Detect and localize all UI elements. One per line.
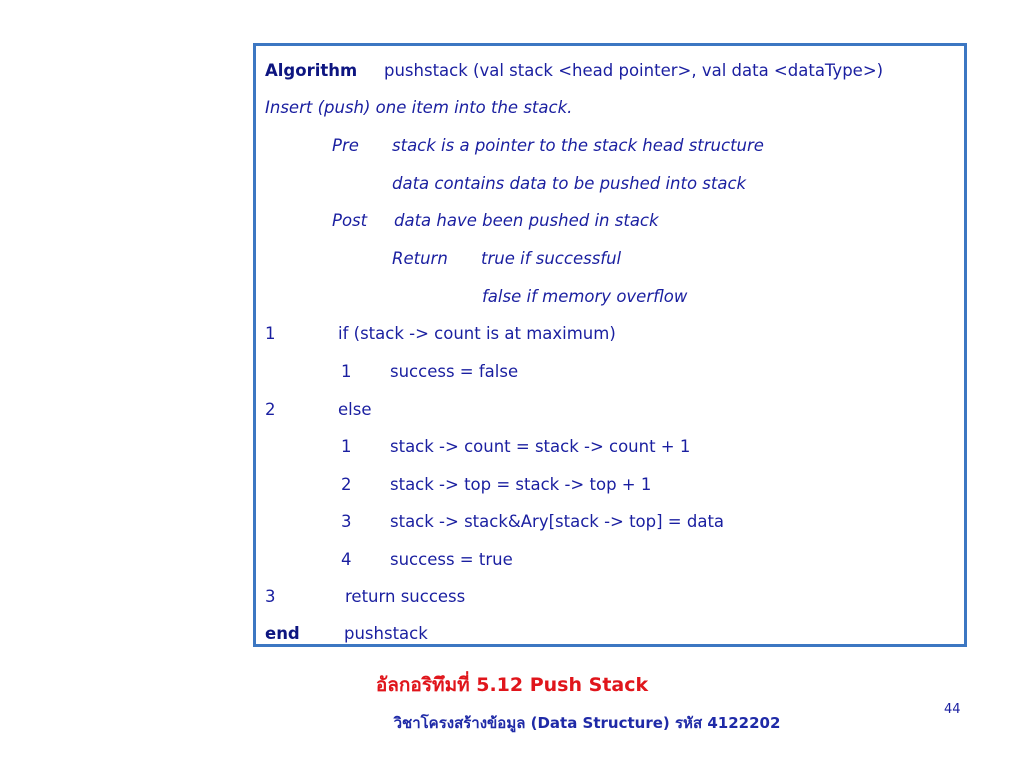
post-label: Post	[332, 211, 368, 230]
figure-caption: อัลกอริทึมที่ 5.12 Push Stack	[375, 674, 649, 696]
step-text: success = true	[390, 550, 513, 569]
algorithm-signature: pushstack (val stack <head pointer>, val data <dataType>)	[384, 61, 884, 80]
step-text: if (stack -> count is at maximum)	[338, 324, 616, 343]
step-number: 2	[265, 400, 276, 419]
step-number: 2	[341, 475, 352, 494]
step-number: 1	[341, 362, 352, 381]
step-number: 1	[265, 324, 276, 343]
pre-text-1: stack is a pointer to the stack head structure	[392, 136, 764, 155]
return-label: Return	[392, 249, 448, 268]
pre-text-2: data contains data to be pushed into stack	[392, 174, 747, 193]
pre-label: Pre	[332, 136, 359, 155]
step-text: stack -> top = stack -> top + 1	[390, 475, 652, 494]
end-keyword: end	[265, 624, 300, 643]
algorithm-keyword: Algorithm	[265, 61, 358, 80]
step-text: return success	[345, 587, 466, 606]
step-text: success = false	[390, 362, 519, 381]
step-text: stack -> stack&Ary[stack -> top] = data	[390, 512, 725, 531]
step-number: 4	[341, 550, 352, 569]
algorithm-box	[253, 43, 967, 647]
step-number: 3	[265, 587, 276, 606]
page-number: 44	[944, 702, 961, 717]
step-text: else	[338, 400, 372, 419]
post-text: data have been pushed in stack	[394, 211, 659, 230]
course-footer: วิชาโครงสร้างข้อมูล (Data Structure) รหัส 4122202	[393, 714, 781, 732]
step-number: 1	[341, 437, 352, 456]
return-text-1: true if successful	[481, 249, 622, 268]
step-number: 3	[341, 512, 352, 531]
description-text: Insert (push) one item into the stack.	[265, 98, 573, 117]
step-text: stack -> count = stack -> count + 1	[390, 437, 691, 456]
return-text-2: false if memory overflow	[482, 287, 688, 306]
end-name: pushstack	[344, 624, 428, 643]
